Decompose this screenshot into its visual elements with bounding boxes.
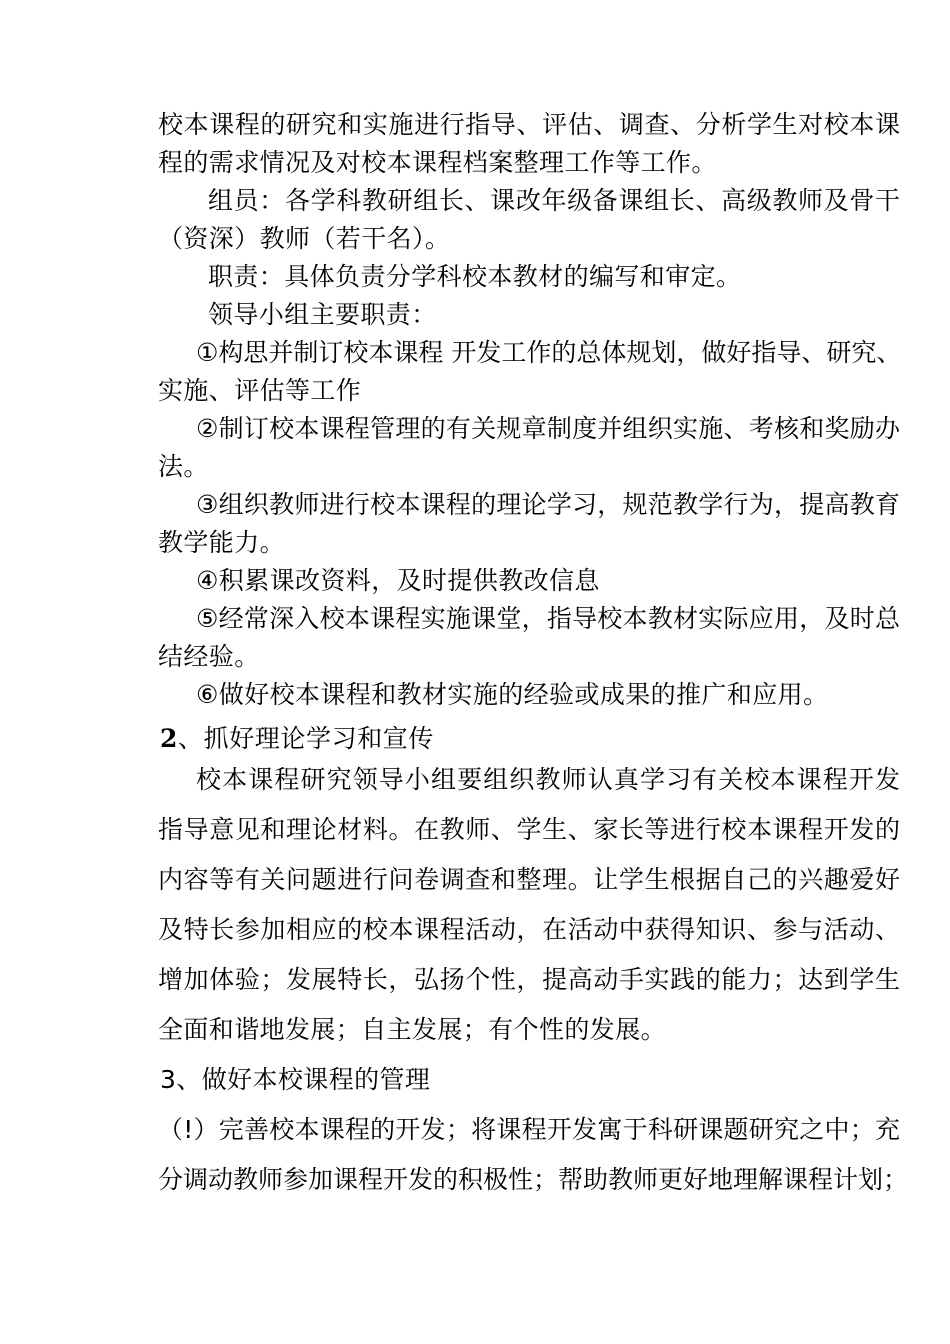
text-line: 结经验。: [158, 642, 260, 671]
text-line: 实施、评估等工作: [158, 376, 362, 405]
text-line: 领导小组主要职责：: [208, 300, 437, 329]
list-item: ①构思并制订校本课程 开发工作的总体规划，做好指导、研究、: [196, 338, 902, 367]
text-line: 程的需求情况及对校本课程档案整理工作等工作。: [158, 148, 717, 177]
text-line: 全面和谐地发展；自主发展；有个性的发展。: [158, 1015, 667, 1044]
text-line: 分调动教师参加课程开发的积极性；帮助教师更好地理解课程计划；: [158, 1165, 909, 1194]
text-line: 内容等有关问题进行问卷调查和整理。让学生根据自己的兴趣爱好: [158, 865, 900, 894]
list-item: ③组织教师进行校本课程的理论学习，规范教学行为，提高教育: [196, 490, 900, 519]
text-line: 职责：具体负责分学科校本教材的编写和审定。: [208, 262, 742, 291]
text-line: 校本课程研究领导小组要组织教师认真学习有关校本课程开发: [196, 765, 900, 794]
list-item: ④积累课改资料，及时提供教改信息: [196, 566, 600, 595]
text-line: 指导意见和理论材料。在教师、学生、家长等进行校本课程开发的: [158, 815, 900, 844]
text-line: 教学能力。: [158, 528, 286, 557]
section-heading: [160, 724, 434, 754]
text-line: （!）完善校本课程的开发；将课程开发寓于科研课题研究之中；充: [158, 1115, 900, 1144]
text-line: 及特长参加相应的校本课程活动，在活动中获得知识、参与活动、: [158, 915, 900, 944]
text-line: 法。: [158, 452, 209, 481]
text-line: 增加体验；发展特长，弘扬个性，提高动手实践的能力；达到学生: [158, 965, 900, 994]
section-title: 、抓好理论学习和宣传: [178, 724, 435, 753]
list-item: ⑥做好校本课程和教材实施的经验或成果的推广和应用。: [196, 680, 829, 709]
text-line: （资深）教师（若干名）。: [158, 224, 451, 253]
list-item: ⑤经常深入校本课程实施课堂，指导校本教材实际应用，及时总: [196, 604, 900, 633]
section-heading: 3、做好本校课程的管理: [160, 1065, 431, 1094]
list-item: ②制订校本课程管理的有关规章制度并组织实施、考核和奖励办: [196, 414, 900, 443]
section-number: 2: [160, 724, 178, 753]
text-line: 组员：各学科教研组长、课改年级备课组长、高级教师及骨干: [208, 186, 900, 215]
text-line: 校本课程的研究和实施进行指导、评估、调查、分析学生对校本课: [158, 110, 900, 139]
